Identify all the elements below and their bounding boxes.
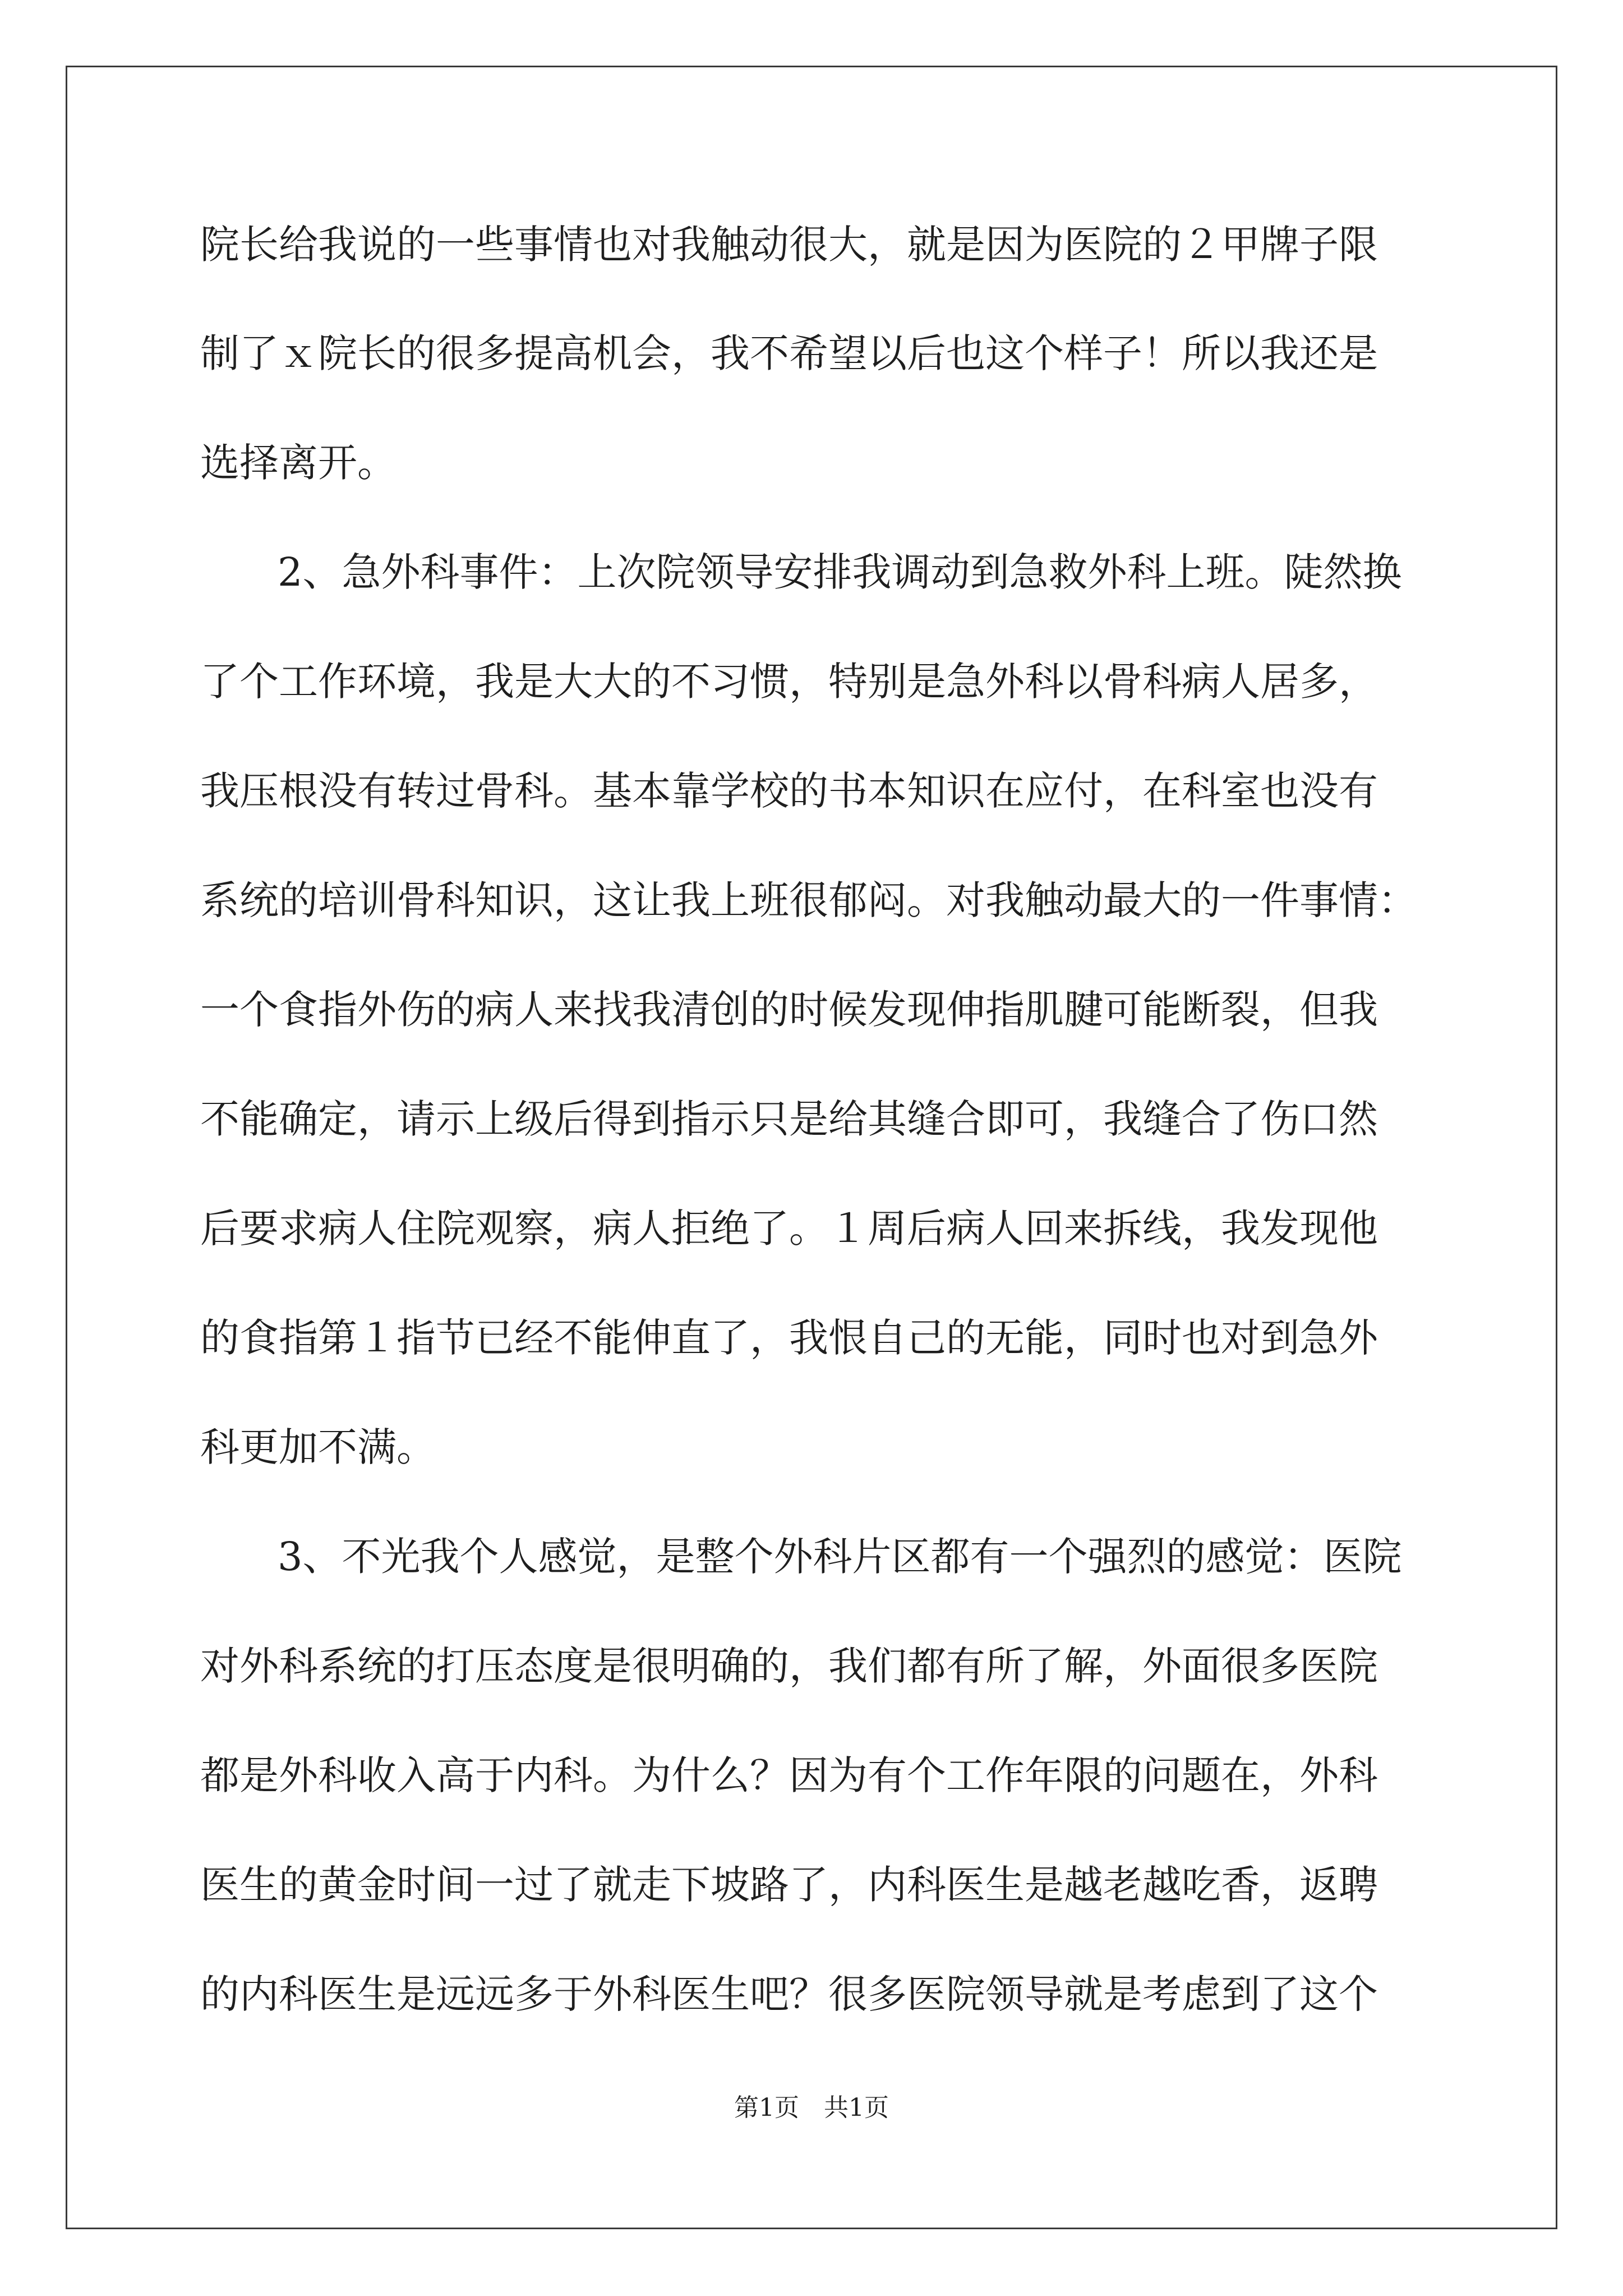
- paragraph-2-start: 2、急外科事件：上次院领导安排我调动到急救外科上班。陡然换: [278, 549, 1402, 595]
- body-line: 了个工作环境，我是大大的不习惯，特别是急外科以骨科病人居多，: [200, 659, 1378, 705]
- body-line: 医生的黄金时间一过了就走下坡路了，内科医生是越老越吃香，返聘: [200, 1862, 1378, 1908]
- paragraph-3-start: 3、不光我个人感觉，是整个外科片区都有一个强烈的感觉：医院: [278, 1534, 1402, 1580]
- body-line: 不能确定，请示上级后得到指示只是给其缝合即可，我缝合了伤口然: [200, 1096, 1378, 1142]
- body-line: 后要求病人住院观察，病人拒绝了。１周后病人回来拆线，我发现他: [200, 1205, 1378, 1251]
- body-line: 科更加不满。: [200, 1424, 436, 1470]
- body-line: 系统的培训骨科知识，这让我上班很郁闷。对我触动最大的一件事情：: [200, 877, 1417, 923]
- body-line: 都是外科收入高于内科。为什么？因为有个工作年限的问题在，外科: [200, 1752, 1378, 1798]
- body-line: 选择离开。: [200, 440, 396, 486]
- body-line: 院长给我说的一些事情也对我触动很大，就是因为医院的２甲牌子限: [200, 222, 1378, 268]
- body-line: 一个食指外伤的病人来找我清创的时候发现伸指肌腱可能断裂，但我: [200, 987, 1378, 1033]
- body-line: 的内科医生是远远多于外科医生吧？很多医院领导就是考虑到了这个: [200, 1971, 1378, 2017]
- body-line: 我压根没有转过骨科。基本靠学校的书本知识在应付，在科室也没有: [200, 768, 1378, 814]
- page-number-footer: 第1页 共1页: [734, 2093, 889, 2122]
- body-line: 对外科系统的打压态度是很明确的，我们都有所了解，外面很多医院: [200, 1643, 1378, 1689]
- body-line: 的食指第１指节已经不能伸直了，我恨自己的无能，同时也对到急外: [200, 1315, 1378, 1361]
- body-line: 制了ｘ院长的很多提高机会，我不希望以后也这个样子！所以我还是: [200, 330, 1378, 376]
